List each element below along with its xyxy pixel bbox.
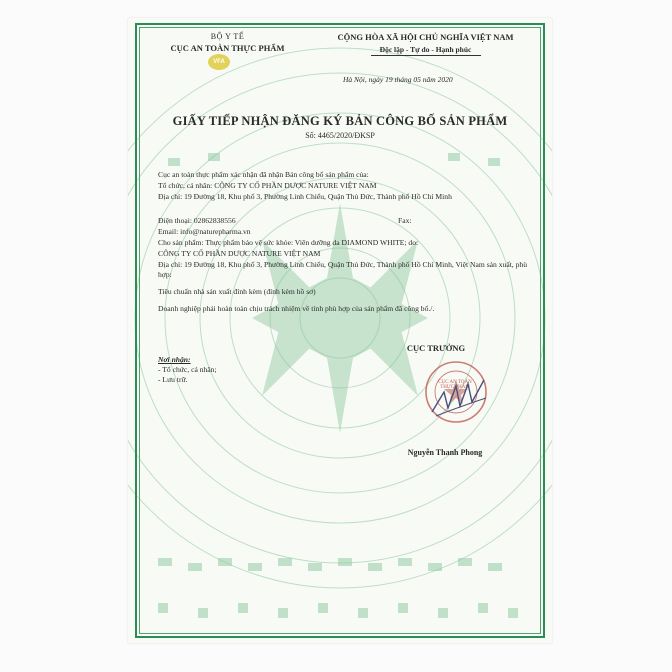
email-line: Email: info@naturepharma.vn [158,227,251,236]
responsibility-line: Doanh nghiệp phải hoàn toàn chịu trách nhiệm về tính phù hợp của sản phẩm đã công bố./. [158,304,435,313]
manufacturer-address: Địa chỉ: 19 Đường 18, Khu phố 3, Phường Linh Chiểu, Quận Thủ Đức, Thành phố Hồ Chí Minh, Việt Nam sản xuất, phù hợp: [158,260,527,279]
signatory-name: Nguyễn Thanh Phong [407,448,483,457]
agency-logo: VFA [208,54,230,70]
seal-text: CỤC AN TOÀN THỰC PHẨM [438,380,472,390]
republic-name: CỘNG HÒA XÃ HỘI CHỦ NGHĨA VIỆT NAM [337,32,514,42]
national-motto: Độc lập - Tự do - Hạnh phúc [379,45,472,54]
organization-line: Tổ chức, cá nhân: CÔNG TY CỔ PHẦN DƯỢC NATURE VIỆT NAM [158,181,377,190]
national-header [313,32,538,56]
handwritten-signature [426,368,490,432]
recipients-block [158,355,217,385]
document-number: Số: 4465/2020/ĐKSP [305,131,375,140]
certificate-page [128,18,552,643]
organization-address: Địa chỉ: 19 Đường 18, Khu phố 3, Phường Linh Chiểu, Quận Thủ Đức, Thành phố Hồ Chí Minh [158,192,452,201]
fax-line: Fax: [398,216,412,225]
standard-line: Tiêu chuẩn nhà sản xuất đính kèm (đính kèm hồ sơ) [158,287,316,296]
document-title: GIẤY TIẾP NHẬN ĐĂNG KÝ BẢN CÔNG BỐ SẢN PHẨM [172,114,508,128]
issue-date: Hà Nội, ngày 19 tháng 05 năm 2020 [343,75,453,84]
recipient-item: - Lưu trữ. [158,375,188,384]
product-line: Cho sản phẩm: Thực phẩm bảo vệ sức khỏe: Viên dưỡng da DIAMOND WHITE; do: [158,238,419,247]
recipients-label: Nơi nhận: [158,355,191,364]
phone-line: Điện thoại: 02862838556 [158,216,236,225]
ministry-name: BỘ Y TẾ [210,32,245,41]
recipient-item: - Tổ chức, cá nhân; [158,365,217,374]
intro-text: Cục an toàn thực phẩm xác nhận đã nhận Bản công bố sản phẩm của: [158,170,369,179]
agency-name: CỤC AN TOÀN THỰC PHẨM [170,43,285,53]
signatory-title: CỤC TRƯỞNG [406,343,466,353]
manufacturer-line: CÔNG TY CỔ PHẦN DƯỢC NATURE VIỆT NAM [158,249,321,258]
issuer-header [150,32,305,53]
motto-underline [371,55,481,56]
